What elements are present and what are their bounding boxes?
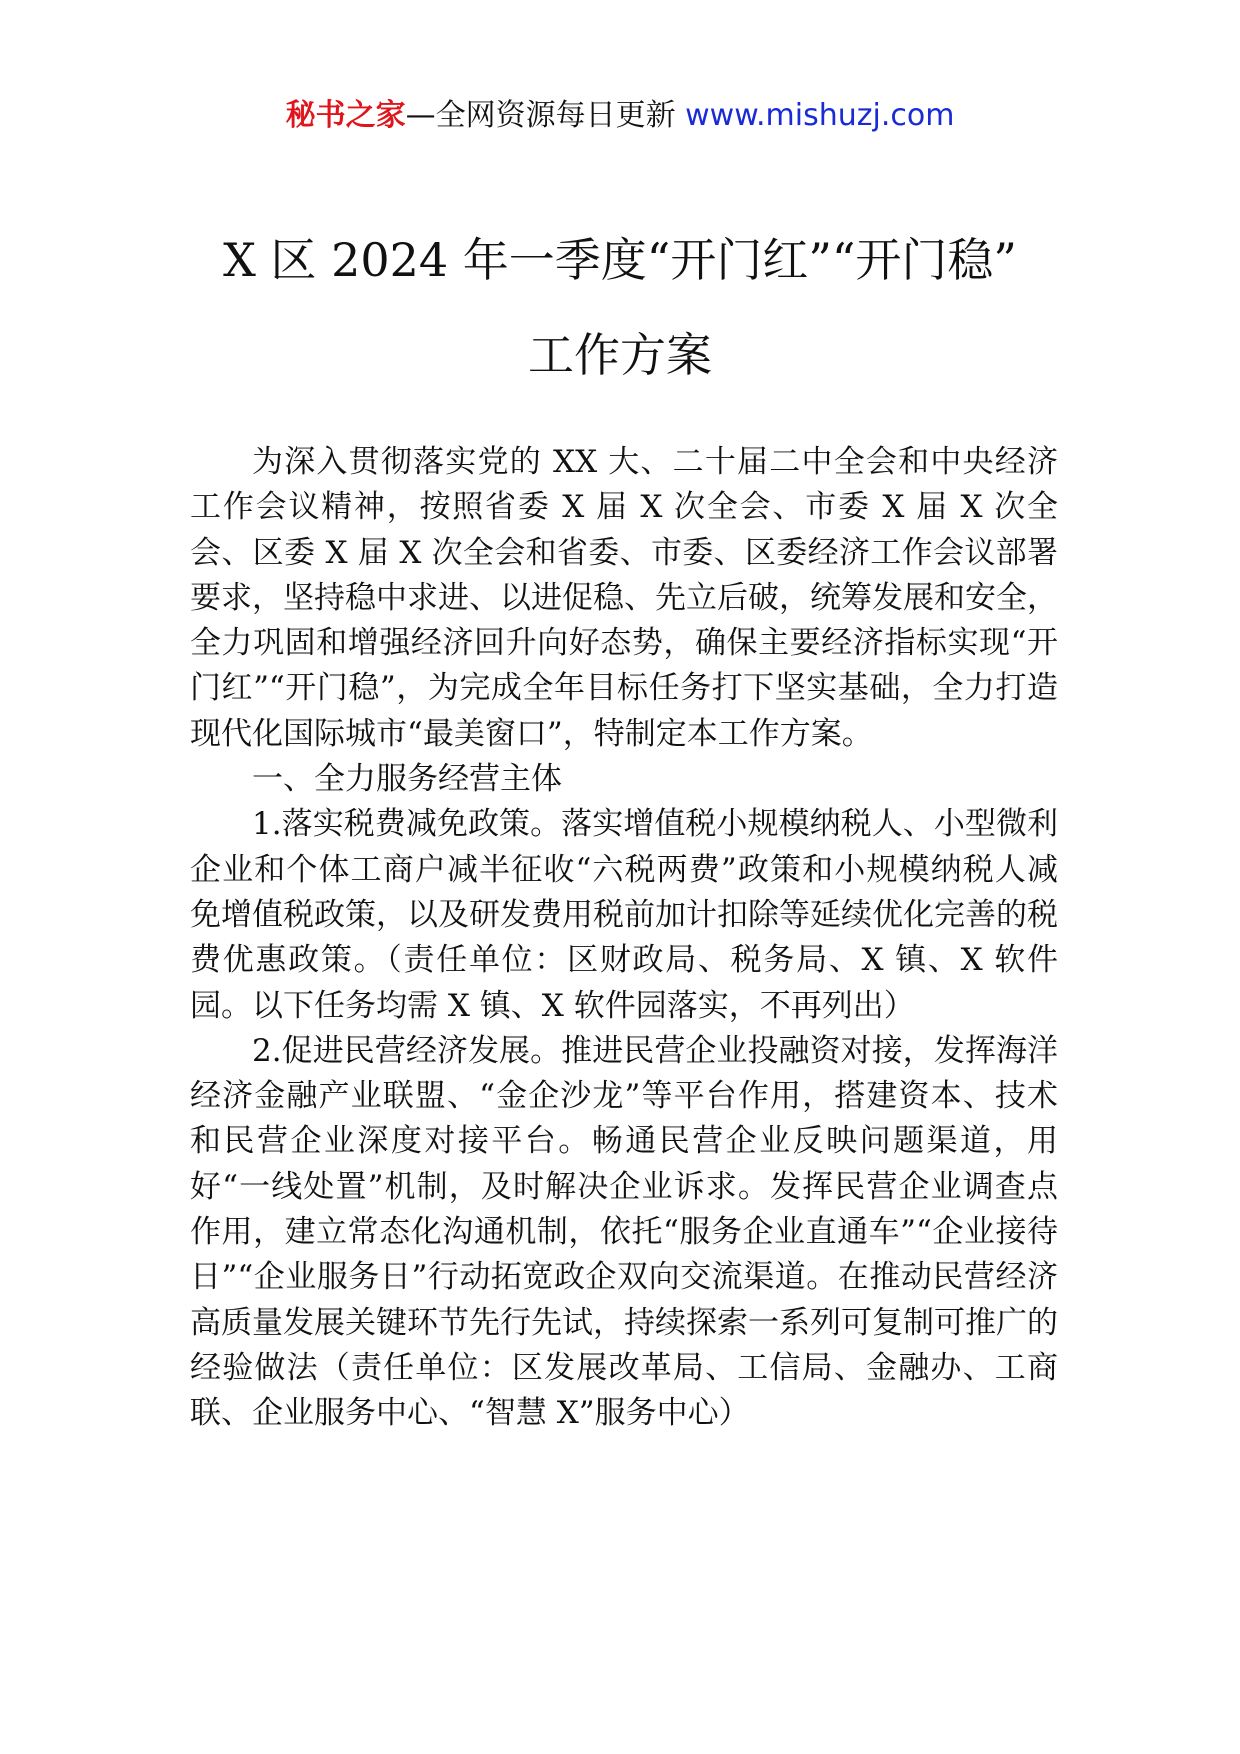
header-slogan: —全网资源每日更新: [405, 98, 676, 133]
website-link[interactable]: www.mishuzj.com: [685, 98, 955, 133]
section-heading: 一、全力服务经营主体: [252, 761, 562, 798]
brand-name: 秘书之家: [285, 98, 406, 133]
intro-paragraph: 为深入贯彻落实党的 XX 大、二十届二中全会和中央经济工作会议精神，按照省委 X 届 X 次全会、市委 X 届 X 次全会、区委 X 届 X 次全会和省委、市委、区委经济工作会议部署要求，坚持稳中求进、以进促稳、先立后破，统筹发展和安全，全力巩固和增强经济回升向好态势，确保主要经济指标实现“开门红”“开门稳”，为完成全年目标任务打下坚实基础，全力打造现代化国际城市“最美窗口”，特制定本工作方案。: [190, 444, 1058, 752]
site-header: [0, 96, 1240, 136]
document-body: [190, 440, 1058, 1437]
body-paragraph: 2.促进民营经济发展。推进民营企业投融资对接，发挥海洋经济金融产业联盟、“金企沙龙”等平台作用，搭建资本、技术和民营企业深度对接平台。畅通民营企业反映问题渠道，用好“一线处置”机制，及时解决企业诉求。发挥民营企业调查点作用，建立常态化沟通机制，依托“服务企业直通车”“企业接待日”“企业服务日”行动拓宽政企双向交流渠道。在推动民营经济高质量发展关键环节先行先试，持续探索一系列可复制可推广的经验做法（责任单位：区发展改革局、工信局、金融办、工商联、企业服务中心、“智慧 X”服务中心）: [190, 1032, 1058, 1432]
body-paragraph: 1.落实税费减免政策。落实增值税小规模纳税人、小型微利企业和个体工商户减半征收“六税两费”政策和小规模纳税人减免增值税政策，以及研发费用税前加计扣除等延续优化完善的税费优惠政策。（责任单位：区财政局、税务局、X 镇、X 软件园。以下任务均需 X 镇、X 软件园落实，不再列出）: [190, 806, 1058, 1024]
document-title-line-1: X 区 2024 年一季度“开门红”“开门稳”: [223, 233, 1017, 287]
document-title-line-2: 工作方案: [528, 328, 712, 382]
